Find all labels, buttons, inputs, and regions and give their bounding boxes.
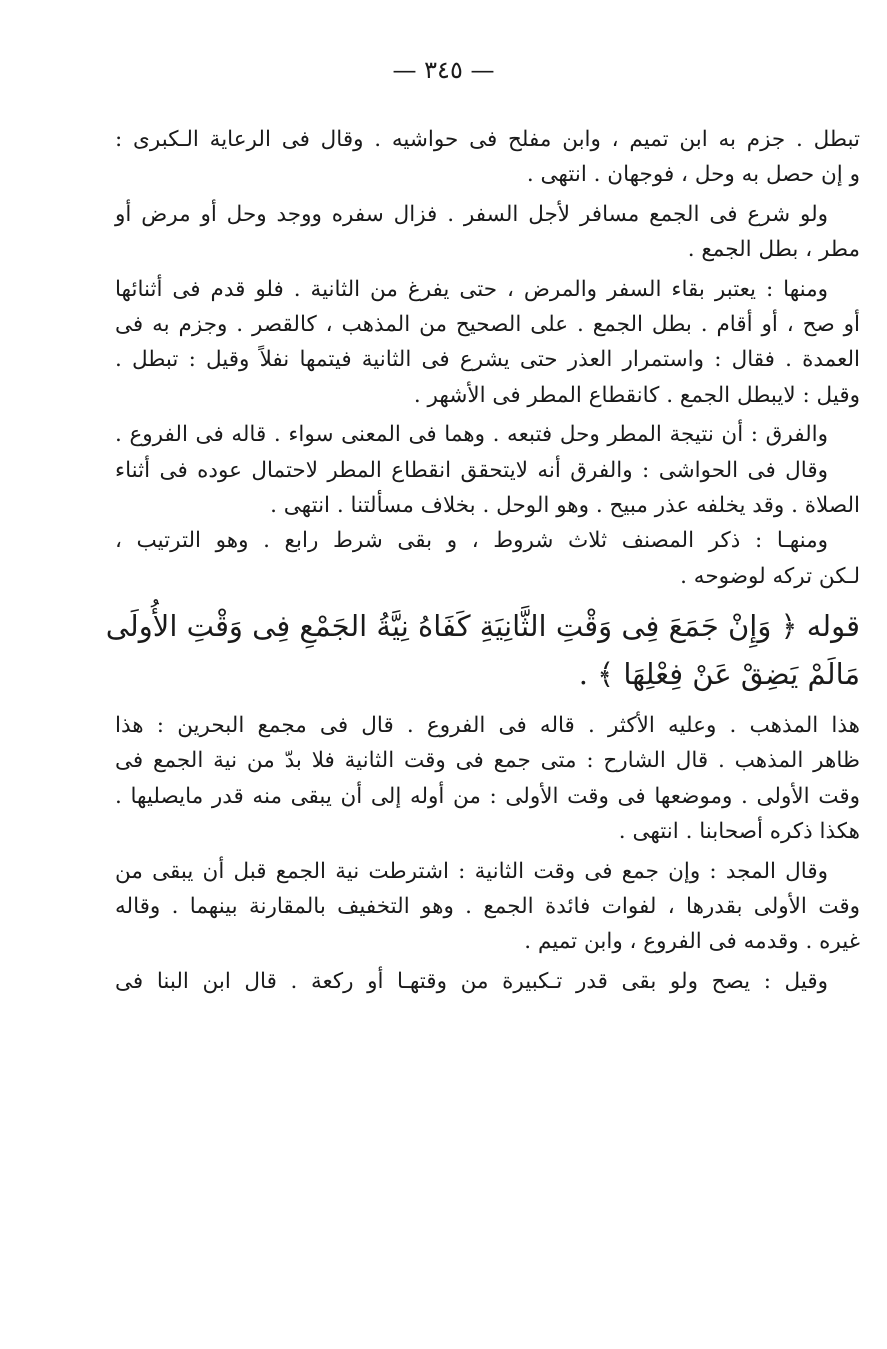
text-line: تبطل . جزم به ابن تميم ، وابن مفلح فى حواشيه . وقال فى الرعاية الـكبرى : [115, 127, 860, 152]
text-line: مطر ، بطل الجمع . [687, 237, 860, 263]
text-line: العمدة . فقال : واستمرار العذر حتى يشرع فى الثانية فيتمها نفلاً وقيل : تبطل . [115, 347, 860, 373]
text-line: ومنهـا : ذكر المصنف ثلاث شروط ، و بقى شرط رابع . وهو الترتيب ، [115, 528, 828, 554]
text-line: وقال فى الحواشى : والفرق أنه لايتحقق انقطاع المطر لاحتمال عوده فى أثناء [115, 457, 828, 483]
heading-line: قوله ﴿ وَإِنْ جَمَعَ فِى وَقْتِ الثَّانِيَةِ كَفَاهُ نِيَّةُ الجَمْعِ فِى وَقْتِ الأُولَى [105, 609, 860, 644]
quoted-text-heading [105, 602, 860, 698]
text-line: أو صح ، أو أقام . بطل الجمع . على الصحيح من المذهب ، كالقصر . وجزم به فى [115, 311, 860, 337]
text-line: لـكن تركه لوضوحه . [680, 563, 860, 589]
text-line: وقال المجد : وإن جمع فى وقت الثانية : اشترطت نية الجمع قبل أن يبقى من [115, 858, 828, 884]
text-line: وقت الأولى بقدرها ، لفوات فائدة الجمع . وهو التخفيف بالمقارنة بينهما . وقاله [115, 894, 860, 920]
text-line: و إن حصل به وحل ، فوجهان . انتهى . [526, 162, 860, 188]
heading-line: مَالَمْ يَضِقْ عَنْ فِعْلِهَا ﴾ . [578, 657, 860, 692]
text-line: هذا المذهب . وعليه الأكثر . قاله فى الفروع . قال فى مجمع البحرين : هذا [115, 713, 860, 739]
text-line: وقيل : يصح ولو بقى قدر تـكبيرة من وقتهـا أو ركعة . قال ابن البنا فى [115, 968, 828, 994]
text-line: وقت الأولى . وموضعها فى وقت الأولى : من أوله إلى أن يبقى منه قدر مايصليها . [115, 783, 860, 809]
page-number: — ٣٤٥ — [392, 56, 495, 84]
text-line: هكذا ذكره أصحابنا . انتهى . [618, 819, 860, 845]
text-line: والفرق : أن نتيجة المطر وحل فتبعه . وهما فى المعنى سواء . قاله فى الفروع . [115, 422, 828, 448]
text-line: الصلاة . وقد يخلفه عذر مبيح . وهو الوحل . بخلاف مسألتنا . انتهى . [270, 492, 860, 518]
text-line: غيره . وقدمه فى الفروع ، وابن تميم . [524, 929, 860, 955]
text-line: وقيل : لايبطل الجمع . كانقطاع المطر فى الأشهر . [413, 382, 860, 408]
text-line: ولو شرع فى الجمع مسافر لأجل السفر . فزال سفره ووجد وحل أو مرض أو [115, 201, 828, 227]
text-line: ومنها : يعتبر بقاء السفر والمرض ، حتى يفرغ من الثانية . فلو قدم فى أثنائها [115, 276, 828, 302]
text-line: ظاهر المذهب . قال الشارح : متى جمع فى وقت الثانية فلا بدّ من نية الجمع فى [115, 748, 860, 774]
page-body [105, 122, 860, 999]
